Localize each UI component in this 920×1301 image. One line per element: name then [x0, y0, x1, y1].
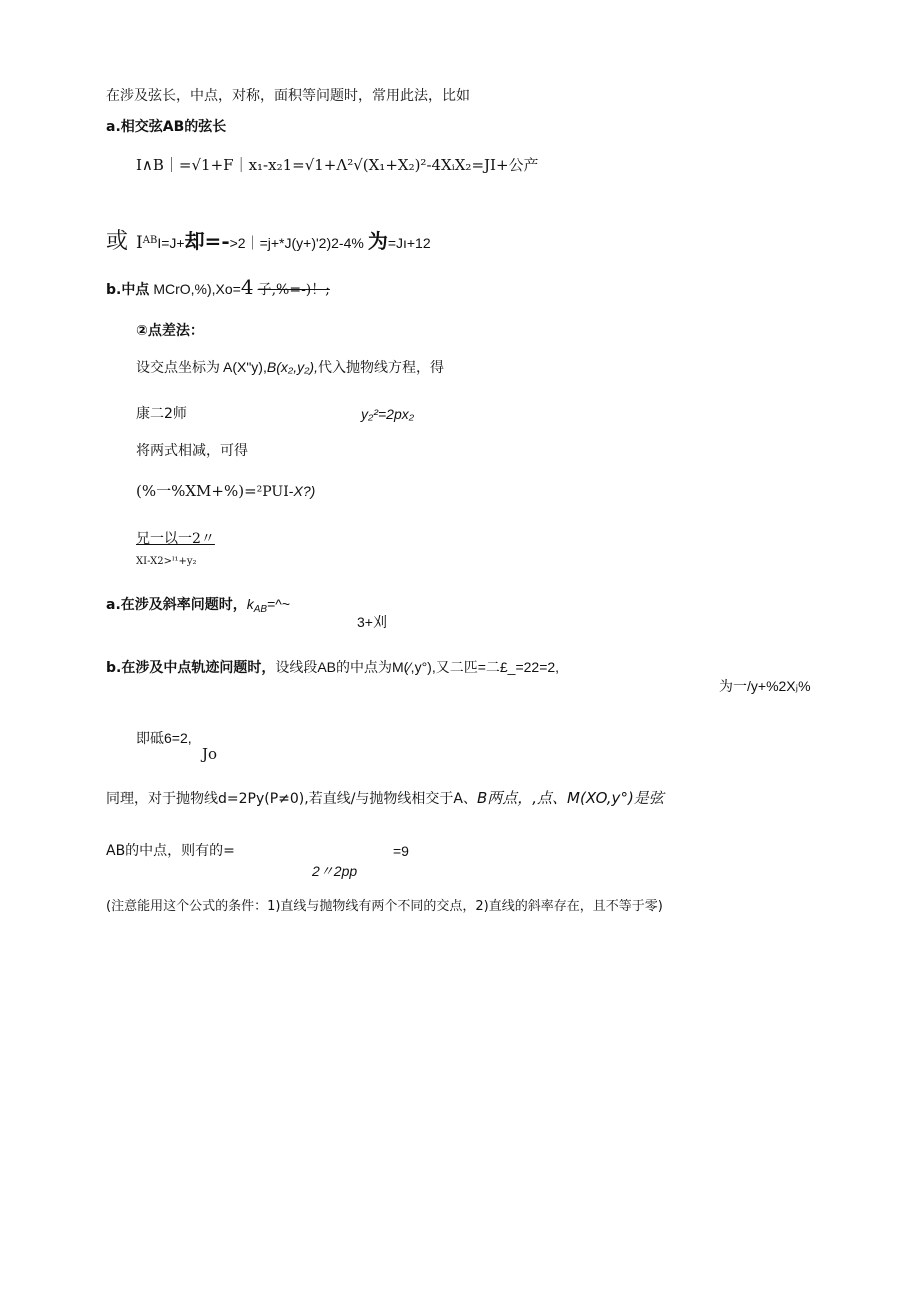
equation-left: 康二2师	[136, 406, 187, 422]
chord-length-heading: a.相交弦AB的弦长	[106, 119, 227, 135]
set-points-text	[136, 359, 444, 375]
formula-text: A(X"y),	[223, 359, 267, 375]
formula-text: (%一%XM+%)=	[136, 482, 257, 500]
heading-label: b.中点	[106, 282, 150, 298]
hence-subscript: Jo	[202, 745, 218, 763]
formula-text: B(x₂,y₂),	[266, 359, 318, 375]
formula-text: 却=-	[184, 229, 230, 253]
midpoint-heading	[106, 277, 330, 297]
ab-midpoint-line: AB的中点，则有的=	[106, 843, 235, 859]
formula-text: 子,%=-)！;	[257, 282, 330, 298]
formula-text: I	[136, 233, 143, 253]
formula-text: 或	[106, 229, 129, 254]
hence-line: 即砥6=2,	[136, 730, 192, 746]
slope-numerator: 兄一以一2〃	[136, 531, 215, 547]
equation-right: y₂²=2px₂	[361, 406, 415, 422]
formula-text: 4	[240, 275, 254, 299]
midpoint-trajectory-line	[106, 659, 559, 675]
ab-midpoint-equation: =9	[393, 843, 409, 859]
formula-text: AB	[253, 604, 268, 615]
slope-formula-denominator: 3+刈	[357, 614, 387, 630]
chord-length-formula-1: I∧B｜=√1+F｜x₁-x₂1=√1+Λ²√(X₁+X₂)²-4XᵢX₂=JI+公产	[136, 156, 539, 174]
chord-length-formula-2	[106, 231, 431, 253]
ab-midpoint-denominator: 2〃2pp	[312, 863, 358, 879]
intro-text: 在涉及弦长，中点，对称，面积等问题时，常用此法，比如	[106, 88, 470, 104]
midpoint-trajectory-formula: 为一/y+%2Xⱼ%	[719, 678, 811, 694]
heading-label: a.在涉及斜率问题时，	[106, 597, 247, 613]
similarly-line	[106, 790, 664, 806]
formula-text: 为	[367, 229, 388, 253]
formula-text: X?)	[293, 483, 316, 499]
formula-text: AB	[142, 235, 158, 246]
formula-text: I=J+	[157, 235, 185, 251]
formula-text: B两点，,点、M(XO,y°)是弦	[477, 789, 664, 807]
slope-problem-line	[106, 596, 290, 615]
point-difference-heading: ②点差法：	[136, 323, 204, 339]
text: 同理，对于抛物线d=2Py(P≠0),若直线/与抛物线相交于A、	[106, 791, 477, 807]
formula-text: ²PUI-	[256, 484, 294, 500]
heading-label: b.在涉及中点轨迹问题时，	[106, 660, 276, 676]
text: 代入抛物线方程，得	[317, 360, 444, 376]
slope-denominator: XI-X2>ᴵ¹+y₂	[136, 556, 197, 567]
difference-equation	[136, 483, 315, 499]
condition-note: (注意能用这个公式的条件：1)直线与抛物线有两个不同的交点，2)直线的斜率存在，且不等于零)	[106, 899, 663, 914]
text: 设交点坐标为	[136, 360, 220, 376]
formula-text: >2｜=j+*J(y+)'2)2-4%	[229, 235, 364, 251]
formula-text: k	[246, 596, 254, 612]
formula-text: =^~	[267, 596, 291, 612]
subtract-text: 将两式相减，可得	[136, 443, 248, 459]
formula-text: MCrO,%),Xo=	[153, 281, 241, 297]
formula-text: =Jı+12	[387, 235, 431, 251]
formula-text: 设线段AB的中点为M(⁄,y°),又二匹=二£_=22=2,	[275, 659, 560, 675]
